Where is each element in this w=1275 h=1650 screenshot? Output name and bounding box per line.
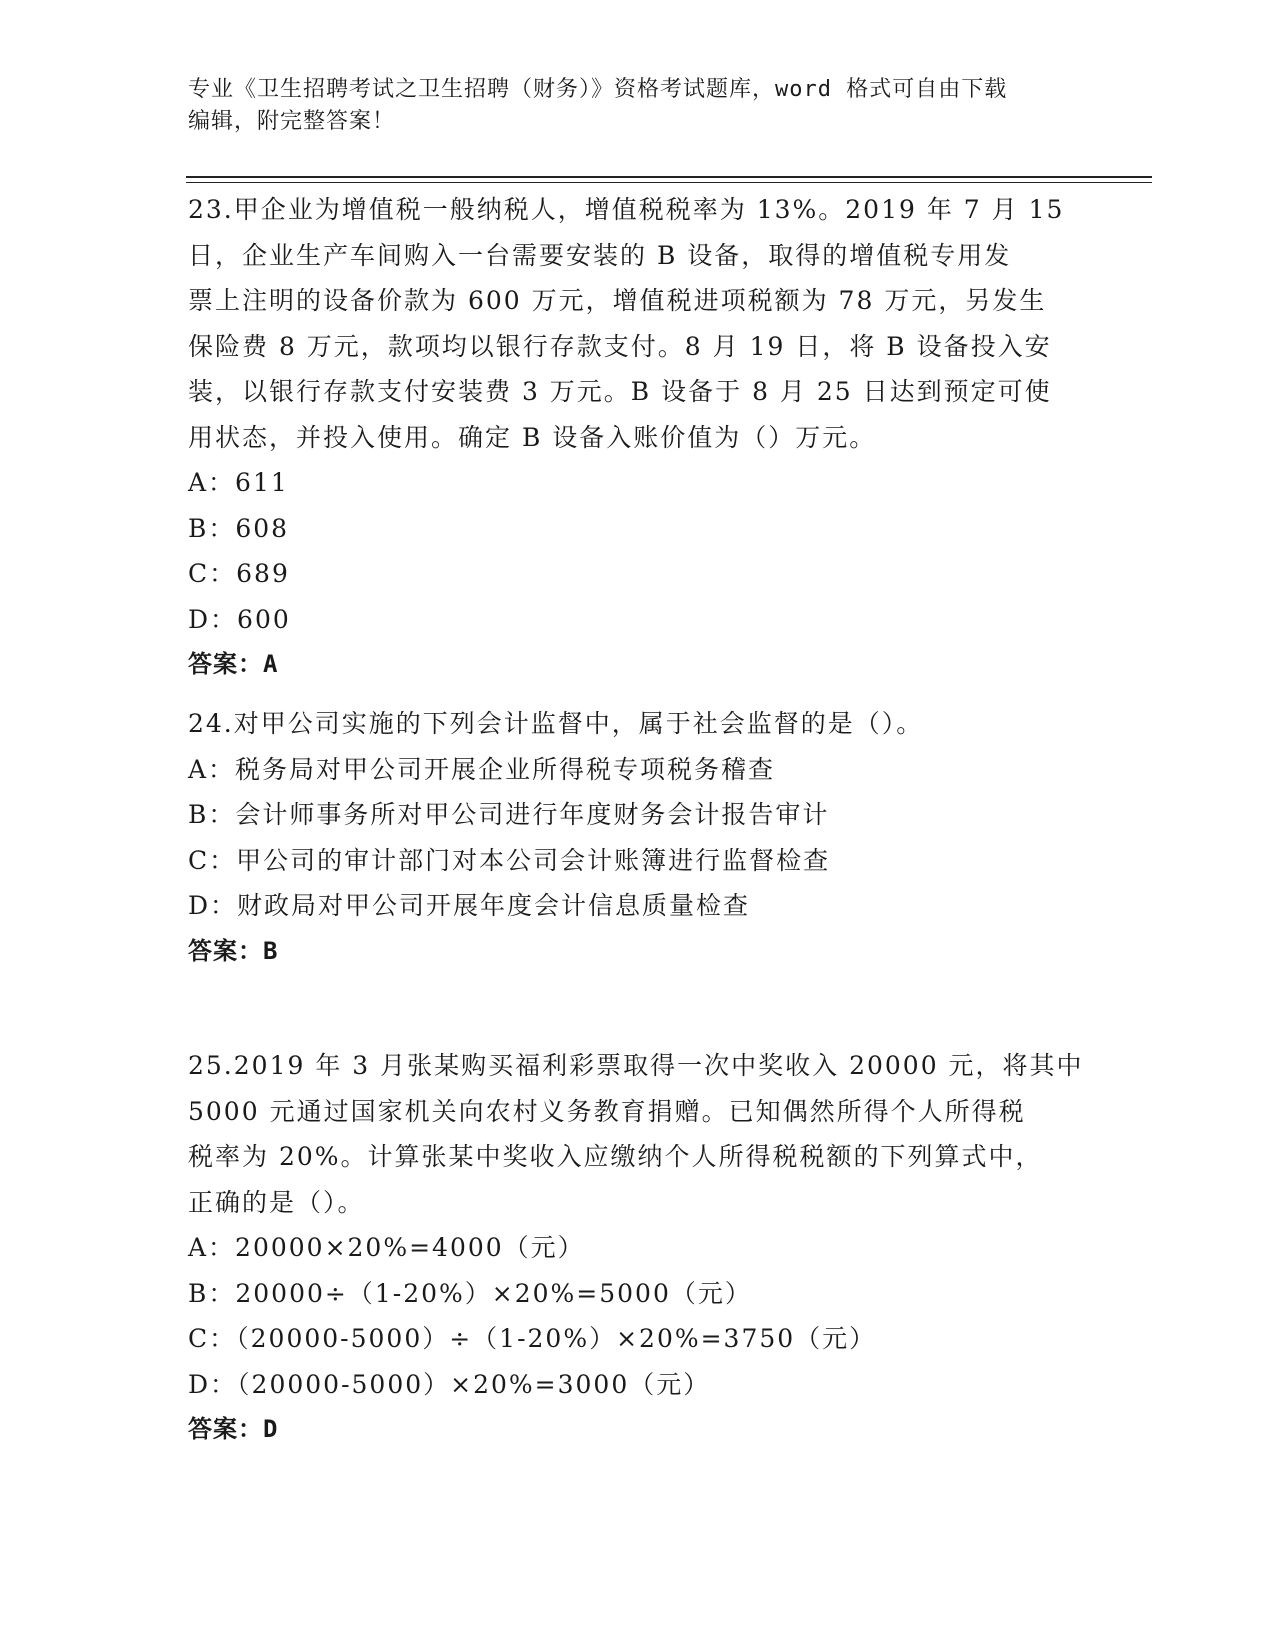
question-text-line: 票上注明的设备价款为 600 万元，增值税进项税额为 78 万元，另发生 (188, 286, 1047, 315)
option-d: D：（20000-5000）×20%=3000（元） (188, 1369, 711, 1399)
question-text-line: 正确的是（）。 (188, 1187, 365, 1217)
answer-line: 答案：A (188, 650, 279, 678)
question-24 (188, 701, 1088, 974)
question-text-line: 保险费 8 万元，款项均以银行存款支付。8 月 19 日，将 B 设备投入安 (188, 331, 1052, 361)
option-b: B：会计师事务所对甲公司进行年度财务会计报告审计 (188, 800, 830, 829)
option-a: A：税务局对甲公司开展企业所得税专项税务稽查 (188, 754, 776, 784)
option-c: C：甲公司的审计部门对本公司会计账簿进行监督检查 (188, 845, 831, 875)
question-text-line: 税率为 20%。计算张某中奖收入应缴纳个人所得税税额的下列算式中， (188, 1142, 1043, 1171)
question-23 (188, 187, 1088, 688)
question-text-line: 用状态，并投入使用。确定 B 设备入账价值为（）万元。 (188, 422, 877, 452)
question-text-line: 24.对甲公司实施的下列会计监督中，属于社会监督的是（）。 (188, 709, 924, 738)
document-header (188, 74, 1088, 138)
option-c: C：（20000-5000）÷（1-20%）×20%=3750（元） (188, 1324, 877, 1353)
question-text-line: 23.甲企业为增值税一般纳税人，增值税税率为 13%。2019 年 7 月 15 (188, 195, 1065, 224)
answer-line: 答案：D (188, 1415, 279, 1443)
header-line-2: 编辑，附完整答案！ (188, 109, 396, 134)
option-d: D：600 (188, 604, 291, 634)
option-a: A：20000×20%=4000（元） (188, 1233, 585, 1262)
option-b: B：608 (188, 513, 290, 543)
header-divider-thin (186, 182, 1152, 183)
question-text-line: 25.2019 年 3 月张某购买福利彩票取得一次中奖收入 20000 元，将其中 (188, 1051, 1084, 1080)
option-c: C：689 (188, 559, 290, 588)
header-divider-thick (186, 176, 1152, 178)
option-d: D：财政局对甲公司开展年度会计信息质量检查 (188, 891, 751, 920)
question-text-line: 5000 元通过国家机关向农村义务教育捐赠。已知偶然所得个人所得税 (188, 1096, 1026, 1126)
question-text-line: 装，以银行存款支付安装费 3 万元。B 设备于 8 月 25 日达到预定可使 (188, 377, 1052, 406)
option-b: B：20000÷（1-20%）×20%=5000（元） (188, 1278, 752, 1308)
question-text-line: 日，企业生产车间购入一台需要安装的 B 设备，取得的增值税专用发 (188, 240, 1012, 270)
question-25 (188, 1043, 1088, 1453)
header-line-1: 专业《卫生招聘考试之卫生招聘（财务）》资格考试题库，word 格式可自由下载 (188, 77, 1008, 102)
answer-line: 答案：B (188, 936, 279, 965)
option-a: A：611 (188, 468, 289, 497)
